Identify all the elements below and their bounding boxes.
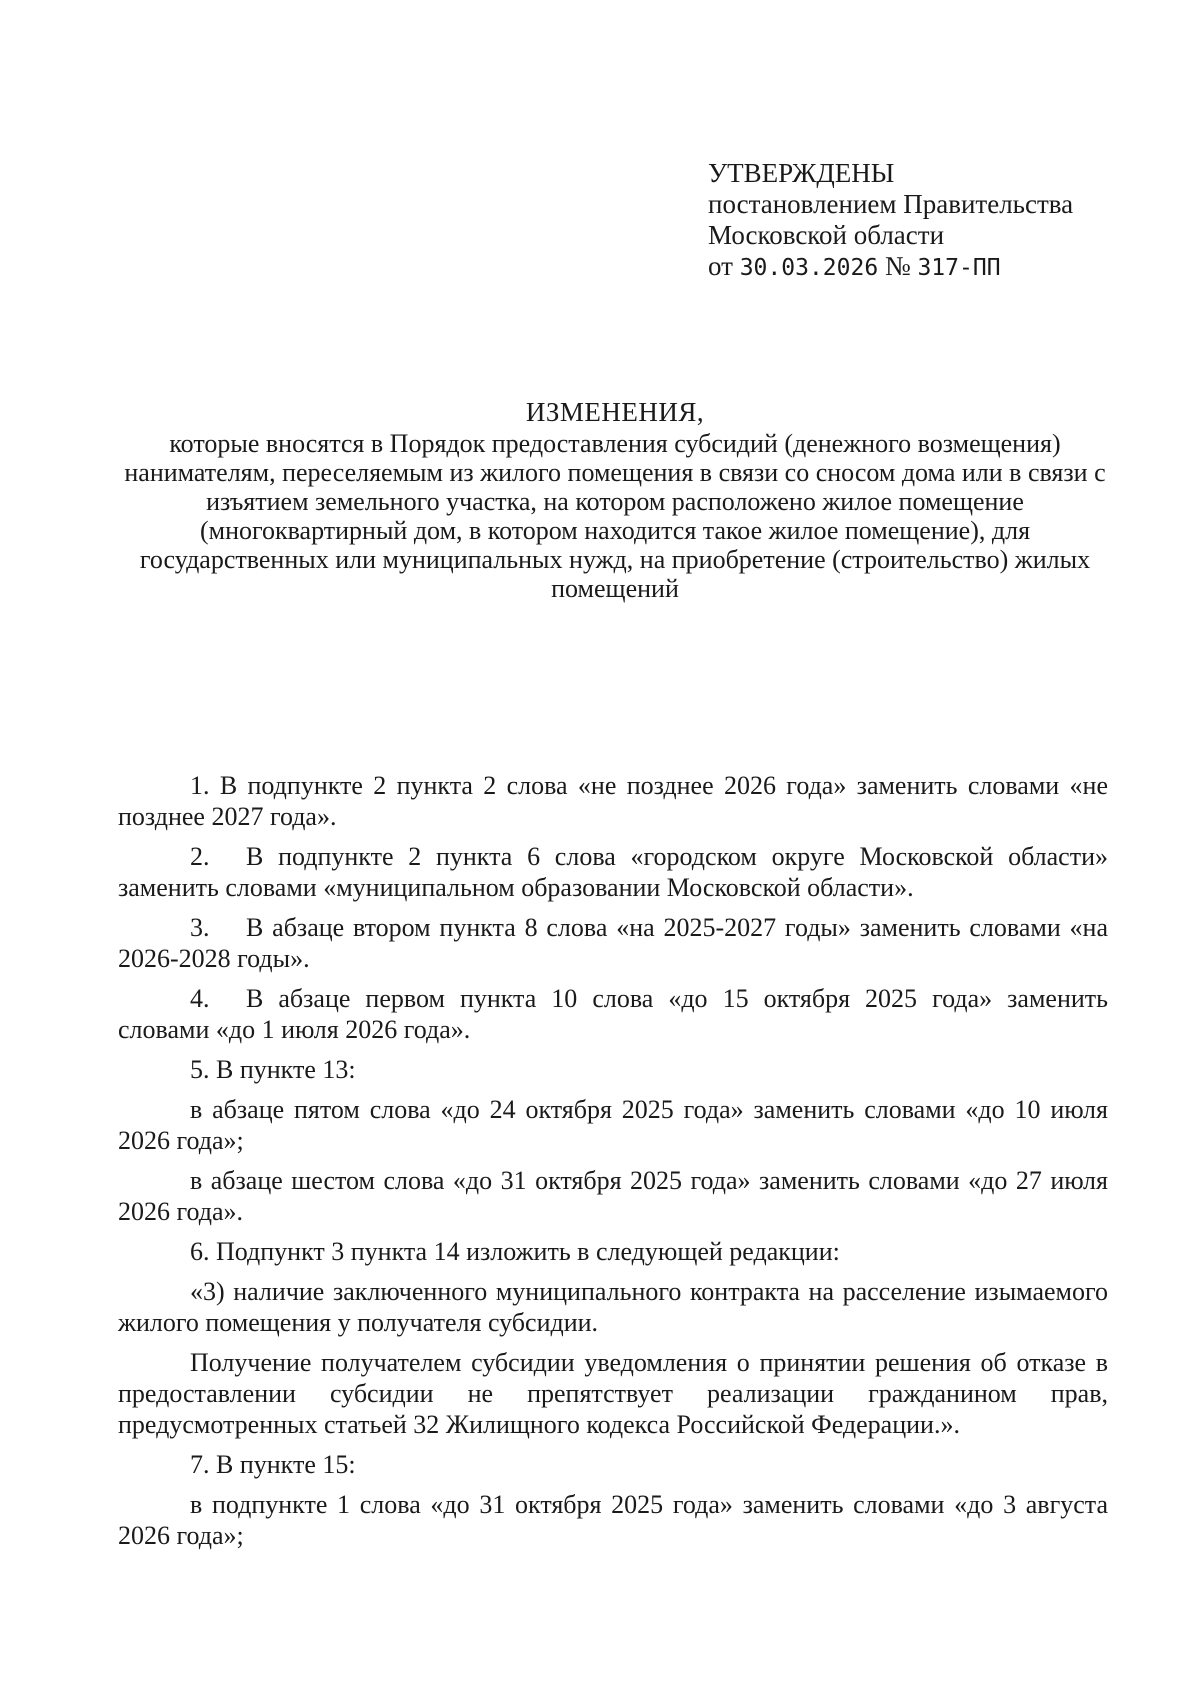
item-4-text: В абзаце первом пункта 10 слова «до 15 октября 2025 года» заменить словами «до 1 июля 2026 года». [118,984,1108,1044]
number-sign: № [884,251,911,281]
approval-line-1: постановлением Правительства [708,189,1074,219]
approval-stamp [708,158,1073,284]
item-5-paragraph-b: в абзаце шестом слова «до 31 октября 2025 года» заменить словами «до 27 июля 2026 года». [118,1166,1108,1226]
document-heading: ИЗМЕНЕНИЯ, [525,397,705,427]
item-6: 6. Подпункт 3 пункта 14 изложить в следующей редакции: [190,1237,840,1266]
item-5: 5. В пункте 13: [190,1055,356,1084]
item-6-paragraph-b: Получение получателем субсидии уведомления о принятии решения об отказе в предоставлении субсидии не препятствует реализации гражданином прав, предусмотренных статьей 32 Жилищного кодекса Российской Федерации.». [118,1348,1108,1439]
approval-title: УТВЕРЖДЕНЫ [708,158,895,188]
item-3 [118,912,1108,974]
document-intro: которые вносятся в Порядок предоставления субсидий (денежного возмещения) нанимателям, переселяемым из жилого помещения в связи со сносом дома или в связи с изъятием земельного участка, на котором расположено жилое помещение (многоквартирный дом, в котором находится такое жилое помещение), для государственных или муниципальных нужд, на приобретение (строительство) жилых помещений [124,429,1106,603]
item-3-text: В абзаце втором пункта 8 слова «на 2025-2027 годы» заменить словами «на 2026-2028 годы». [118,913,1108,973]
item-2-text: В подпункте 2 пункта 6 слова «городском округе Московской области» заменить словами «муниципальном образовании Московской области». [118,842,1108,902]
item-4-number: 4. [190,984,210,1013]
item-7-paragraph-a: в подпункте 1 слова «до 31 октября 2025 года» заменить словами «до 3 августа 2026 года»; [118,1490,1108,1550]
item-5-paragraph-a: в абзаце пятом слова «до 24 октября 2025 года» заменить словами «до 10 июля 2026 года»; [118,1095,1108,1155]
approval-date: 30.03.2026 [739,255,879,281]
document-body [118,770,1108,1560]
item-6-paragraph-a: «3) наличие заключенного муниципального контракта на расселение изымаемого жилого помещения у получателя субсидии. [118,1277,1108,1337]
item-3-number: 3. [190,913,210,942]
document-title-block [120,398,1110,603]
item-1: 1. В подпункте 2 пункта 2 слова «не позднее 2026 года» заменить словами «не позднее 2027 года». [118,771,1108,831]
date-prefix: от [708,251,733,281]
approval-line-2: Московской области [708,220,945,250]
item-2-number: 2. [190,842,210,871]
approval-date-line [708,251,1073,284]
item-7: 7. В пункте 15: [190,1450,356,1479]
approval-number: 317-ПП [917,255,1001,281]
item-2 [118,841,1108,903]
item-4 [118,983,1108,1045]
